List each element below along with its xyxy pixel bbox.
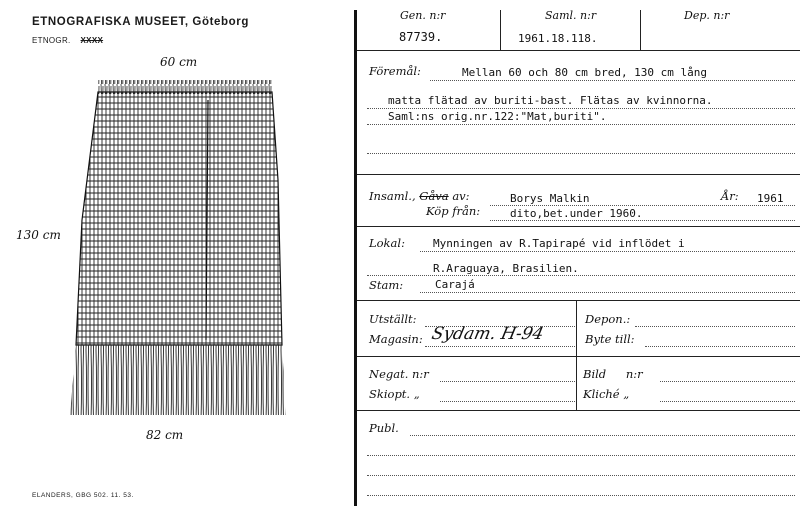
ar-label: År:	[721, 189, 739, 203]
mat-body	[76, 92, 282, 345]
foremal-line-2: matta flätad av buriti-bast. Flätas av kvinnorna.	[388, 94, 713, 107]
kop-label: Köp från:	[426, 204, 481, 218]
mat-sketch	[60, 70, 300, 420]
museum-title: ETNOGRAFISKA MUSEET, Göteborg	[32, 16, 249, 28]
subtitle-text: ETNOGR.	[32, 36, 71, 45]
saml-nr-label: Saml. n:r	[545, 9, 597, 22]
insaml-label-suffix: av:	[452, 189, 470, 203]
foremal-label: Föremål:	[369, 64, 421, 78]
utstallt-label: Utställt:	[369, 312, 417, 326]
magasin-label: Magasin:	[369, 332, 423, 346]
magasin-value: Sydam. H-94	[429, 324, 546, 344]
subtitle-struck: XXXX	[80, 36, 104, 45]
mat-bottom-fringe	[70, 345, 286, 415]
depon-label: Depon.:	[585, 312, 631, 326]
card-divider	[354, 10, 357, 506]
bild-label-text: Bild	[583, 367, 607, 381]
gen-nr-label: Gen. n:r	[400, 9, 446, 22]
sketch-bottom-measure: 82 cm	[146, 428, 184, 442]
bild-label-suffix: n:r	[625, 367, 643, 381]
ar-value: 1961	[757, 192, 784, 205]
bild-label	[583, 367, 643, 381]
insaml-value: Borys Malkin	[510, 192, 590, 205]
stam-label: Stam:	[369, 278, 404, 292]
foremal-line-1: Mellan 60 och 80 cm bred, 130 cm lång	[462, 66, 708, 79]
lokal-line-2: R.Araguaya, Brasilien.	[433, 262, 579, 275]
negat-label: Negat. n:r	[369, 367, 429, 381]
sketch-top-measure: 60 cm	[160, 55, 198, 69]
byte-label: Byte till:	[585, 332, 635, 346]
insaml-struck: Gåva	[419, 189, 449, 203]
sketch-side-measure: 130 cm	[16, 228, 61, 242]
kliche-label: Kliché „	[583, 387, 630, 401]
kop-value: dito,bet.under 1960.	[510, 207, 643, 220]
museum-subtitle	[32, 36, 103, 45]
dep-nr-label: Dep. n:r	[684, 9, 730, 22]
skiopt-label: Skiopt. „	[369, 387, 420, 401]
mat-top-fringe	[98, 80, 272, 94]
gen-nr-value: 87739.	[399, 30, 443, 44]
saml-nr-value: 1961.18.118.	[518, 32, 598, 45]
lokal-line-1: Mynningen av R.Tapirapé vid inflödet i	[433, 237, 685, 250]
foremal-line-3: Saml:ns orig.nr.122:"Mat,buriti".	[388, 110, 607, 123]
lokal-label: Lokal:	[369, 236, 405, 250]
insaml-label	[369, 189, 470, 203]
stam-value: Carajá	[435, 278, 475, 291]
printer-note: ELANDERS, GBG 502. 11. 53.	[32, 492, 134, 499]
insaml-label-text: Insaml.,	[369, 189, 416, 203]
publ-label: Publ.	[369, 421, 399, 435]
